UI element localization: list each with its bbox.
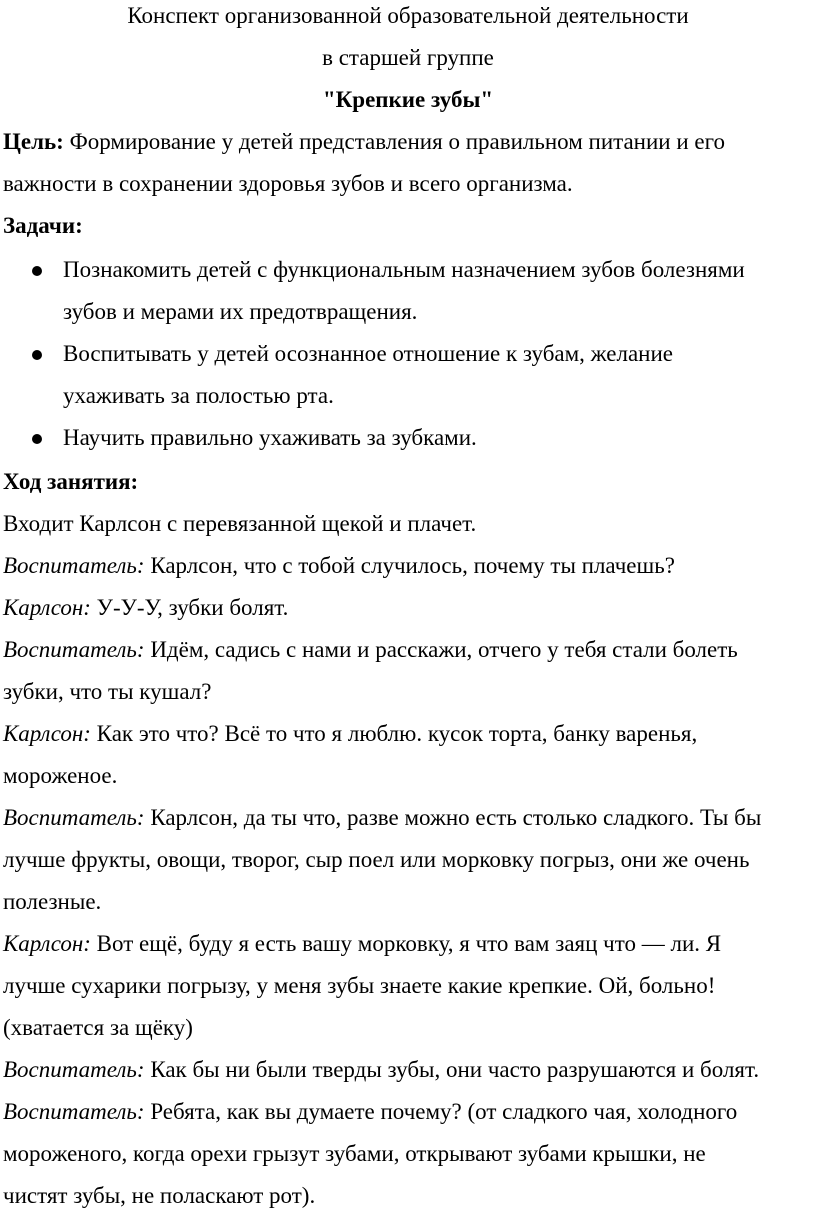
speech-text-cont: лучше фрукты, овощи, творог, сыр поел или морковку погрыз, они же очень [3,847,750,872]
task-item-2-line-2: ухаживать за полостью рта. [63,383,334,408]
speech-text: Карлсон, да ты что, разве можно есть столько сладкого. Ты бы [144,805,762,830]
speaker-label: Карлсон: [3,595,91,620]
lesson-intro: Входит Карлсон с перевязанной щекой и плачет. [3,511,477,536]
speech-text-cont: мороженого, когда орехи грызут зубами, открывают зубами крышки, не [3,1141,706,1166]
task-item-3-line-1: Научить правильно ухаживать за зубками. [63,425,477,450]
speech-text-cont: лучше сухарики погрызу, у меня зубы знаете какие крепкие. Ой, больно! [3,973,716,998]
goal-text: Формирование у детей представления о правильном питании и его [63,129,725,154]
speaker-label: Воспитатель: [3,553,145,578]
speech-text: Карлсон, что с тобой случилось, почему ты плачешь? [144,553,675,578]
speech-text: Как бы ни были тверды зубы, они часто разрушаются и болят. [144,1057,760,1082]
speaker-label: Карлсон: [3,721,91,746]
goal-label: Цель: [3,129,64,154]
speech-text-cont: мороженое. [3,763,118,788]
speaker-label: Воспитатель: [3,637,145,662]
speech-text: Идём, садись с нами и расскажи, отчего у тебя стали болеть [144,637,738,662]
document-title: "Крепкие зубы" [322,87,494,112]
dialogue-line [3,713,697,755]
bullet-icon [32,266,42,276]
task-item-2-line-1: Воспитывать у детей осознанное отношение к зубам, желание [63,341,673,366]
speech-text: Как это что? Всё то что я люблю. кусок торта, банку варенья, [90,721,698,746]
header-line-2: в старшей группе [322,45,494,70]
dialogue-line [3,629,738,671]
speech-text-cont: чистят зубы, не поласкают рот). [3,1183,316,1208]
dialogue-line [3,1049,759,1091]
speech-text: Вот ещё, буду я есть вашу морковку, я что вам заяц что — ли. Я [90,931,722,956]
dialogue-line [3,587,288,629]
speech-text-cont: полезные. [3,889,102,914]
dialogue-line [3,923,721,965]
bullet-icon [32,434,42,444]
speaker-label: Воспитатель: [3,1099,145,1124]
lesson-label: Ход занятия: [3,469,139,494]
task-item-1-line-1: Познакомить детей с функциональным назначением зубов болезнями [63,257,745,282]
speech-text-cont: зубки, что ты кушал? [3,679,212,704]
bullet-icon [32,350,42,360]
speech-text-cont: (хватается за щёку) [3,1015,193,1040]
goal-paragraph [3,121,725,163]
goal-text-cont: важности в сохранении здоровья зубов и всего организма. [3,171,573,196]
tasks-label: Задачи: [3,213,83,238]
header-line-1: Конспект организованной образовательной деятельности [127,3,689,28]
speech-text: Ребята, как вы думаете почему? (от сладкого чая, холодного [144,1099,738,1124]
dialogue-line [3,797,761,839]
dialogue-line [3,545,675,587]
speech-text: У-У-У, зубки болят. [90,595,289,620]
task-item-1-line-2: зубов и мерами их предотвращения. [63,299,418,324]
speaker-label: Воспитатель: [3,1057,145,1082]
dialogue-line [3,1091,737,1133]
speaker-label: Карлсон: [3,931,91,956]
speaker-label: Воспитатель: [3,805,145,830]
